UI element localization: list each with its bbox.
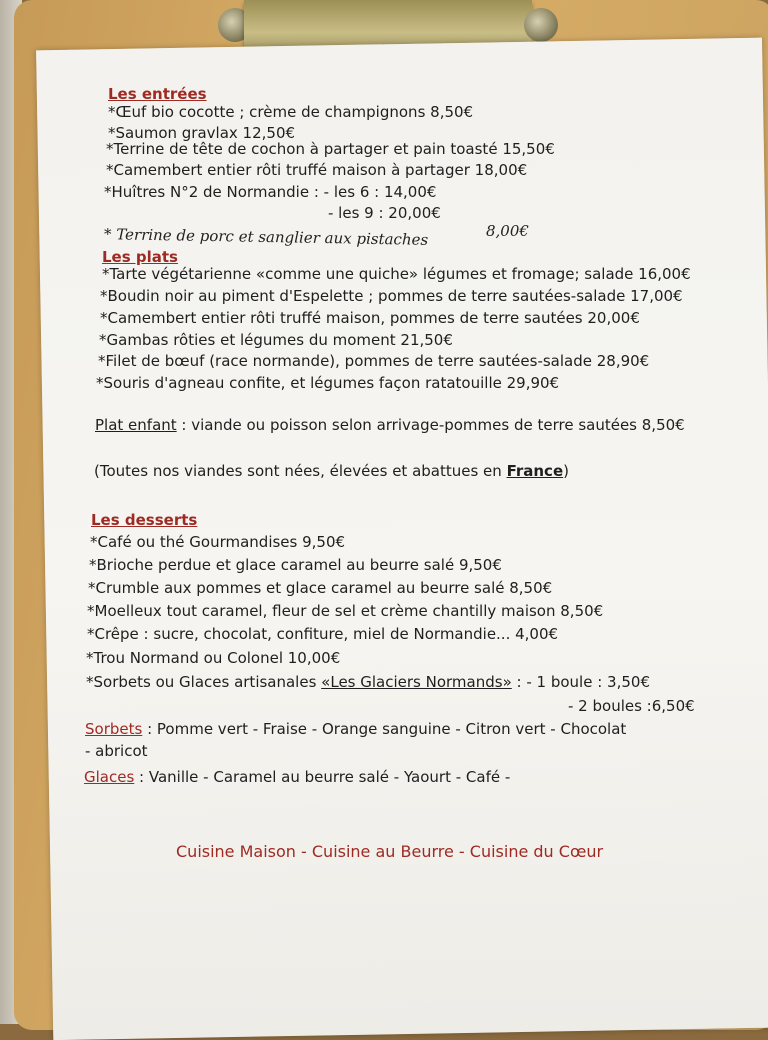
glaces-flavours-label: Glaces [84, 768, 135, 786]
origin-country: France [506, 462, 564, 480]
dessert-item: *Moelleux tout caramel, fleur de sel et crème chantilly maison 8,50€ [87, 602, 604, 620]
origin-note [94, 462, 569, 480]
sorbets-one-scoop: : - 1 boule : 3,50€ [511, 673, 650, 691]
origin-suffix: ) [563, 462, 569, 480]
sorbets-flavours-text: : Pomme vert - Fraise - Orange sanguine - Citron vert - Chocolat [142, 720, 627, 738]
plat-item: *Tarte végétarienne «comme une quiche» légumes et fromage; salade 16,00€ [102, 265, 691, 283]
entree-item: *Camembert entier rôti truffé maison à partager 18,00€ [106, 161, 528, 179]
entree-item: *Œuf bio cocotte ; crème de champignons 8,50€ [108, 103, 474, 121]
entree-item: *Huîtres N°2 de Normandie : - les 6 : 14,00€ [104, 183, 437, 201]
plat-enfant-label: Plat enfant [95, 416, 177, 434]
sorbets-two-scoops: - 2 boules :6,50€ [568, 697, 695, 715]
plat-enfant-line [95, 416, 685, 434]
plat-item: *Souris d'agneau confite, et légumes façon ratatouille 29,90€ [96, 374, 560, 392]
entrees-heading: Les entrées [108, 85, 207, 103]
entree-item: *Saumon gravlax 12,50€ [108, 124, 296, 142]
origin-prefix: (Toutes nos viandes sont nées, élevées et abattues en [94, 462, 507, 480]
plat-enfant-text: : viande ou poisson selon arrivage-pommes de terre sautées 8,50€ [176, 416, 685, 434]
dessert-item: *Crêpe : sucre, chocolat, confiture, miel de Normandie... 4,00€ [87, 625, 559, 643]
entree-item: - les 9 : 20,00€ [328, 204, 441, 222]
desserts-heading: Les desserts [91, 511, 198, 529]
plat-item: *Camembert entier rôti truffé maison, pommes de terre sautées 20,00€ [100, 309, 640, 327]
dessert-item: *Crumble aux pommes et glace caramel au beurre salé 8,50€ [88, 579, 553, 597]
handwritten-entree-price: 8,00€ [486, 222, 529, 240]
dessert-item: *Trou Normand ou Colonel 10,00€ [86, 649, 341, 667]
motto: Cuisine Maison - Cuisine au Beurre - Cuisine du Cœur [176, 842, 604, 861]
sorbets-flavours-label: Sorbets [85, 720, 143, 738]
plat-item: *Gambas rôties et légumes du moment 21,50€ [99, 331, 453, 349]
sorbets-flavours-cont: - abricot [85, 742, 148, 760]
entree-item: *Terrine de tête de cochon à partager et pain toasté 15,50€ [106, 140, 555, 158]
handwritten-entree: * Terrine de porc et sanglier aux pistaches [103, 225, 429, 249]
dessert-item: *Café ou thé Gourmandises 9,50€ [90, 533, 346, 551]
plat-item: *Filet de bœuf (race normande), pommes de terre sautées-salade 28,90€ [98, 352, 650, 370]
plat-item: *Boudin noir au piment d'Espelette ; pommes de terre sautées-salade 17,00€ [100, 287, 683, 305]
dessert-item: *Brioche perdue et glace caramel au beurre salé 9,50€ [89, 556, 502, 574]
sorbets-flavours [85, 720, 626, 738]
glaces-flavours [84, 768, 510, 786]
sorbets-prefix: *Sorbets ou Glaces artisanales [86, 673, 322, 691]
sorbets-brand: «Les Glaciers Normands» [321, 673, 512, 691]
plats-heading: Les plats [102, 248, 178, 266]
sorbets-line [86, 673, 650, 691]
glaces-flavours-text: : Vanille - Caramel au beurre salé - Yaourt - Café - [134, 768, 511, 786]
